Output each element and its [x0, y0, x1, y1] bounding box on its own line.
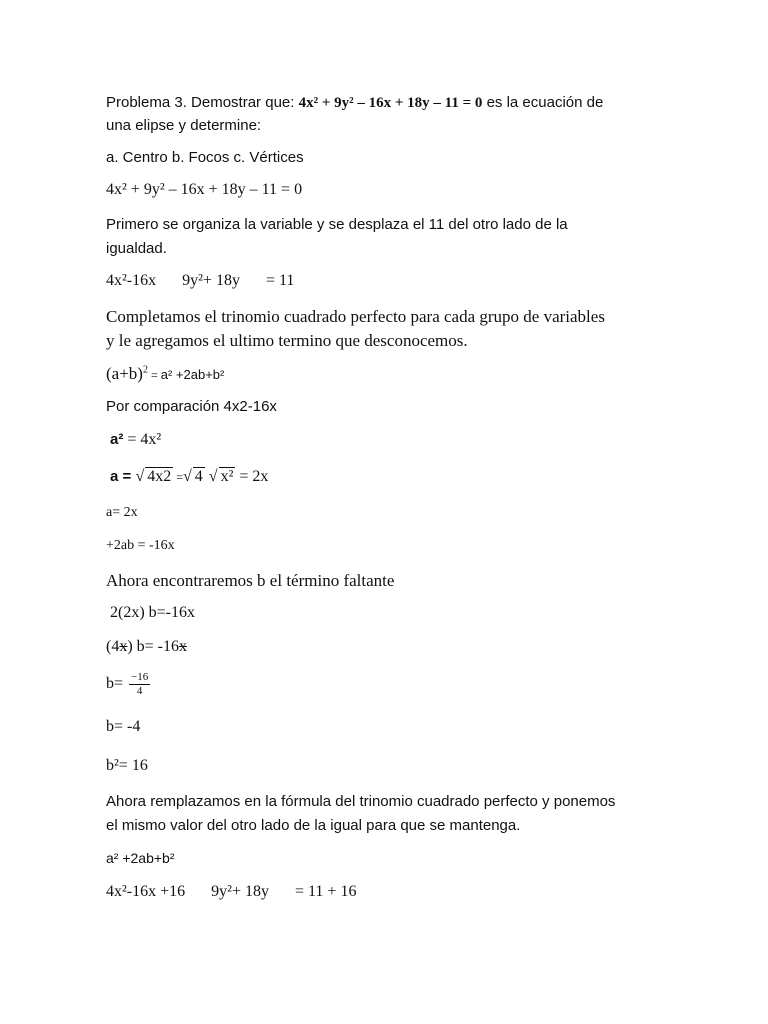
- fraction: $\frac{-16}{4}$: [131, 671, 149, 697]
- step3-line: Ahora encontraremos b el término faltante: [106, 571, 395, 590]
- step2-line2: y le agregamos el ultimo termino que desconocemos.: [106, 331, 468, 350]
- step2-line1: Completamos el trinomio cuadrado perfecto para cada grupo de variables: [106, 307, 605, 326]
- grouped-equation: 4x²-16x 9y²+ 18y = 11: [106, 272, 295, 289]
- step4-line2: el mismo valor del otro lado de la igual para que se mantenga.: [106, 817, 521, 834]
- formula-repeat: a² +2ab+b²: [106, 850, 175, 866]
- b-fraction-line: b= $\frac{-16}{4}$: [106, 671, 149, 697]
- binomial-formula: $(a+b)^2 = a^2 +2ab+b^2$: [106, 364, 225, 383]
- problem-statement: Problema 3. Demostrar que: 4x² + 9y² – 16x + 18y – 11 = 0 es la ecuación de: [106, 94, 604, 111]
- b-squared: b²= 16: [106, 757, 148, 774]
- step1-line2: igualdad.: [106, 240, 167, 257]
- comparison-line: Por comparación 4x2-16x: [106, 398, 277, 415]
- b-equation-1: 2(2x) b=-16x: [110, 604, 196, 621]
- a-value-line: a = √ 4x2 =√ 4 √ x² = 2x: [110, 468, 269, 485]
- step1-line1: Primero se organiza la variable y se desplaza el 11 del otro lado de la: [106, 216, 568, 233]
- step4-line1: Ahora remplazamos en la fórmula del trinomio cuadrado perfecto y ponemos: [106, 793, 616, 810]
- two-ab-line: +2ab = -16x: [106, 538, 175, 553]
- b-value: b= -4: [106, 718, 141, 735]
- equation-repeat: 4x² + 9y² – 16x + 18y – 11 = 0: [106, 181, 303, 198]
- final-equation: 4x²-16x +16 9y²+ 18y = 11 + 16: [106, 883, 357, 900]
- problem-statement-line2: una elipse y determine:: [106, 117, 262, 134]
- items-list: a. Centro b. Focos c. Vértices: [106, 149, 304, 166]
- b-equation-2: (4x) b= -16x: [106, 638, 188, 655]
- problem-equation: 4x² + 9y² – 16x + 18y – 11 = 0: [298, 95, 483, 111]
- a-result: a= 2x: [106, 505, 138, 520]
- a-squared-line: a² = 4x²: [110, 431, 162, 448]
